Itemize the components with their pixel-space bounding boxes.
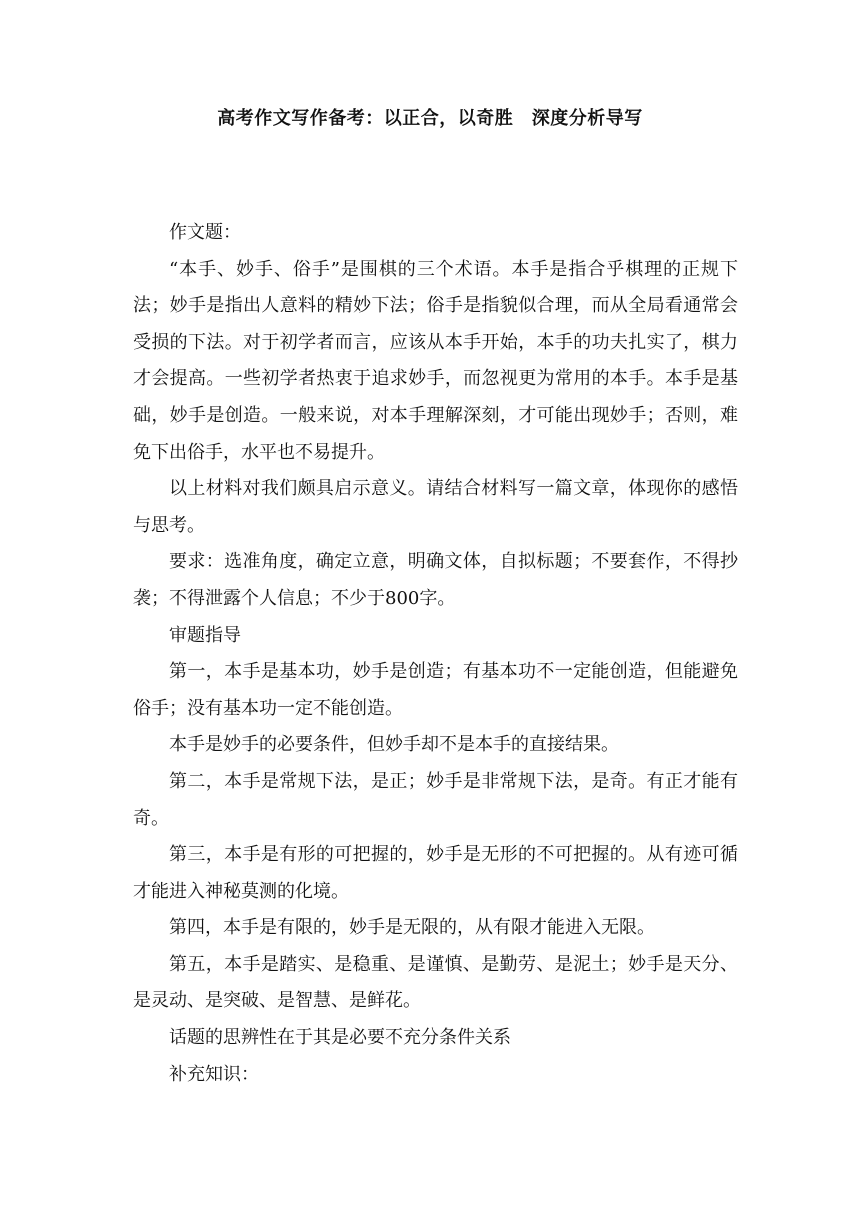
paragraph-point-four: 第四，本手是有限的，妙手是无限的，从有限才能进入无限。 bbox=[169, 917, 655, 939]
paragraph-prompt-label: 作文题： bbox=[169, 222, 241, 243]
paragraph-point-five: 第五，本手是踏实、是稳重、是谨慎、是勤劳、是泥土；妙手是天分、是灵动、是突破、是智慧、是鲜花。 bbox=[133, 953, 738, 1012]
document-body bbox=[133, 215, 738, 1093]
paragraph-material: “本手、妙手、俗手”是围棋的三个术语。本手是指合乎棋理的正规下法；妙手是指出人意料的精妙下法；俗手是指貌似合理，而从全局看通常会受损的下法。对于初学者而言，应该从本手开始，本手的功夫扎实了，棋力才会提高。一些初学者热衷于追求妙手，而忽视更为常用的本手。本手是基础，妙手是创造。一般来说，对本手理解深刻，才可能出现妙手；否则，难免下出俗手，水平也不易提升。 bbox=[133, 258, 738, 463]
paragraph-necessary-condition: 本手是妙手的必要条件，但妙手却不是本手的直接结果。 bbox=[169, 734, 619, 756]
paragraph-requirements: 要求：选准角度，确定立意，明确文体，自拟标题；不要套作，不得抄袭；不得泄露个人信息；不少于800字。 bbox=[133, 551, 738, 609]
paragraph-point-one: 第一，本手是基本功，妙手是创造；有基本功不一定能创造，但能避免俗手；没有基本功一定不能创造。 bbox=[133, 661, 738, 719]
document-title: 高考作文写作备考：以正合，以奇胜 深度分析导写 bbox=[217, 108, 643, 129]
paragraph-guidance-heading: 审题指导 bbox=[169, 624, 241, 646]
paragraph-point-three: 第三，本手是有形的可把握的，妙手是无形的不可把握的。从有迹可循才能进入神秘莫测的化境。 bbox=[133, 844, 738, 902]
paragraph-point-two: 第二，本手是常规下法，是正；妙手是非常规下法，是奇。有正才能有奇。 bbox=[133, 770, 738, 829]
paragraph-supplement-heading: 补充知识： bbox=[169, 1063, 259, 1085]
paragraph-dialectic: 话题的思辨性在于其是必要不充分条件关系 bbox=[169, 1027, 511, 1049]
paragraph-instruction: 以上材料对我们颇具启示意义。请结合材料写一篇文章，体现你的感悟与思考。 bbox=[133, 478, 738, 536]
